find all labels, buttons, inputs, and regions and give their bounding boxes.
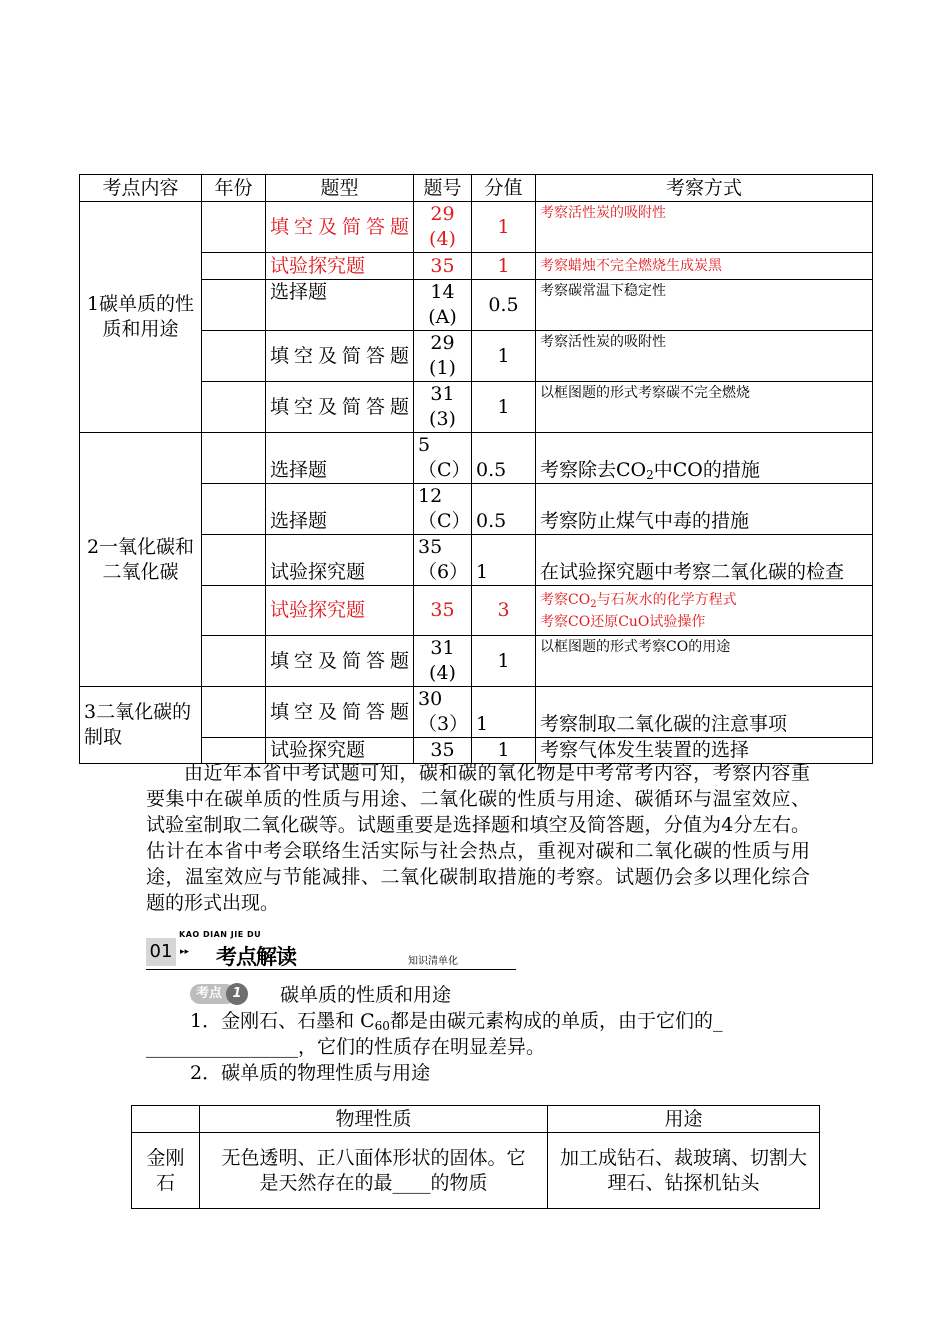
method-cell: 考察活性炭的吸附性 xyxy=(536,202,873,253)
section-banner xyxy=(146,930,516,972)
banner-number: 01 xyxy=(146,938,176,966)
score-cell: 1 xyxy=(472,331,536,382)
header-score: 分值 xyxy=(472,175,536,202)
year-cell xyxy=(202,586,266,636)
score-cell: 1 xyxy=(472,382,536,433)
table-header-row xyxy=(80,175,873,202)
type-cell: 试验探究题 xyxy=(266,738,414,764)
item-1-line-1: 1．金刚石、石墨和 $C_{60}$都是由碳元素构成的单质，由于它们的_ xyxy=(190,1010,723,1033)
method-cell: 考察防止煤气中毒的措施 xyxy=(536,484,873,535)
score-cell: 1 xyxy=(472,687,536,738)
number-cell: 29(4) xyxy=(414,202,472,253)
header-method: 考察方式 xyxy=(536,175,873,202)
summary-paragraph: 由近年本省中考试题可知，碳和碳的氧化物是中考常考内容，考察内容重要集中在碳单质的性质与用途、二氧化碳的性质与用途、碳循环与温室效应、试验室制取二氧化碳等。试题重要是选择题和填空及简答题，分值为4分左右。估计在本省中考会联络生活实际与社会热点，重视对碳和二氧化碳的性质与用途，温室效应与节能减排、二氧化碳制取措施的考察。试题仍会多以理化综合题的形式出现。 xyxy=(146,762,810,914)
topic-cell-2: 2一氧化碳和二氧化碳 xyxy=(80,433,202,687)
number-cell: 12（C） xyxy=(414,484,472,535)
table-row xyxy=(80,687,873,738)
banner-title: 考点解读 xyxy=(216,945,296,969)
year-cell xyxy=(202,331,266,382)
year-cell xyxy=(202,636,266,687)
table-row xyxy=(80,202,873,253)
score-cell: 0.5 xyxy=(472,280,536,331)
header-number: 题号 xyxy=(414,175,472,202)
property-cell: 无色透明、正八面体形状的固体。它是天然存在的最____的物质 xyxy=(200,1133,548,1209)
number-cell: 35 xyxy=(414,738,472,764)
header-year: 年份 xyxy=(202,175,266,202)
score-cell: 1 xyxy=(472,202,536,253)
type-cell: 选择题 xyxy=(266,280,414,331)
number-cell: 29(1) xyxy=(414,331,472,382)
exam-analysis-table xyxy=(79,174,873,764)
method-cell: 以框图题的形式考察碳不完全燃烧 xyxy=(536,382,873,433)
number-cell: 35（6） xyxy=(414,535,472,586)
answer-blank-1b: ________________ xyxy=(146,1036,298,1058)
year-cell xyxy=(202,687,266,738)
header-use: 用途 xyxy=(548,1106,820,1133)
year-cell xyxy=(202,535,266,586)
answer-blank-1: _ xyxy=(712,1010,723,1032)
method-cell: 在试验探究题中考察二氧化碳的检查 xyxy=(536,535,873,586)
number-cell: 5（C） xyxy=(414,433,472,484)
year-cell xyxy=(202,382,266,433)
method-cell: 考察活性炭的吸附性 xyxy=(536,331,873,382)
row-name-cell: 金刚石 xyxy=(132,1133,200,1209)
method-cell: 考察蜡烛不完全燃烧生成炭黑 xyxy=(536,253,873,280)
score-cell: 1 xyxy=(472,738,536,764)
item-2-heading: 2．碳单质的物理性质与用途 xyxy=(190,1062,431,1084)
table-row xyxy=(80,433,873,484)
header-content: 考点内容 xyxy=(80,175,202,202)
header-physical-property: 物理性质 xyxy=(200,1106,548,1133)
year-cell xyxy=(202,202,266,253)
score-cell: 3 xyxy=(472,586,536,636)
kaodian-badge xyxy=(190,983,260,1005)
kaodian-number: 1 xyxy=(226,983,248,1005)
header-type: 题型 xyxy=(266,175,414,202)
year-cell xyxy=(202,280,266,331)
table-header-row xyxy=(132,1106,820,1133)
kaodian-title: 碳单质的性质和用途 xyxy=(280,984,452,1006)
score-cell: 1 xyxy=(472,253,536,280)
year-cell xyxy=(202,253,266,280)
method-cell: 以框图题的形式考察CO的用途 xyxy=(536,636,873,687)
type-cell: 填空及简答题 xyxy=(266,202,414,253)
score-cell: 0.5 xyxy=(472,484,536,535)
topic-cell-3: 3二氧化碳的制取 xyxy=(80,687,202,764)
type-cell: 试验探究题 xyxy=(266,253,414,280)
method-cell: 考察碳常温下稳定性 xyxy=(536,280,873,331)
type-cell: 试验探究题 xyxy=(266,586,414,636)
type-cell: 选择题 xyxy=(266,433,414,484)
banner-tag: 知识清单化 xyxy=(408,956,458,967)
item-1-line-2: ________________，它们的性质存在明显差异。 xyxy=(146,1036,546,1058)
type-cell: 填空及简答题 xyxy=(266,331,414,382)
type-cell: 填空及简答题 xyxy=(266,687,414,738)
carbon-properties-table xyxy=(131,1105,820,1209)
year-cell xyxy=(202,484,266,535)
number-cell: 14(A) xyxy=(414,280,472,331)
method-cell: 考察除去$CO_2$中CO的措施 xyxy=(536,433,873,484)
number-cell: 35 xyxy=(414,253,472,280)
method-cell: 考察制取二氧化碳的注意事项 xyxy=(536,687,873,738)
use-cell: 加工成钻石、裁玻璃、切割大理石、钻探机钻头 xyxy=(548,1133,820,1209)
double-arrow-icon: ▸▸ xyxy=(180,947,190,957)
year-cell xyxy=(202,433,266,484)
topic-cell-1: 1碳单质的性质和用途 xyxy=(80,202,202,433)
type-cell: 填空及简答题 xyxy=(266,636,414,687)
score-cell: 0.5 xyxy=(472,433,536,484)
method-cell: 考察$CO_2$与石灰水的化学方程式 考察CO还原CuO试验操作 xyxy=(536,586,873,636)
banner-pinyin: KAO DIAN JIE DU xyxy=(179,930,262,939)
type-cell: 试验探究题 xyxy=(266,535,414,586)
kaodian-pill: 考点 xyxy=(190,984,236,1004)
number-cell: 31(4) xyxy=(414,636,472,687)
table-row xyxy=(132,1133,820,1209)
score-cell: 1 xyxy=(472,535,536,586)
number-cell: 31(3) xyxy=(414,382,472,433)
type-cell: 选择题 xyxy=(266,484,414,535)
number-cell: 35 xyxy=(414,586,472,636)
number-cell: 30（3） xyxy=(414,687,472,738)
header-blank xyxy=(132,1106,200,1133)
banner-divider xyxy=(146,969,516,970)
score-cell: 1 xyxy=(472,636,536,687)
method-cell: 考察气体发生装置的选择 xyxy=(536,738,873,764)
type-cell: 填空及简答题 xyxy=(266,382,414,433)
